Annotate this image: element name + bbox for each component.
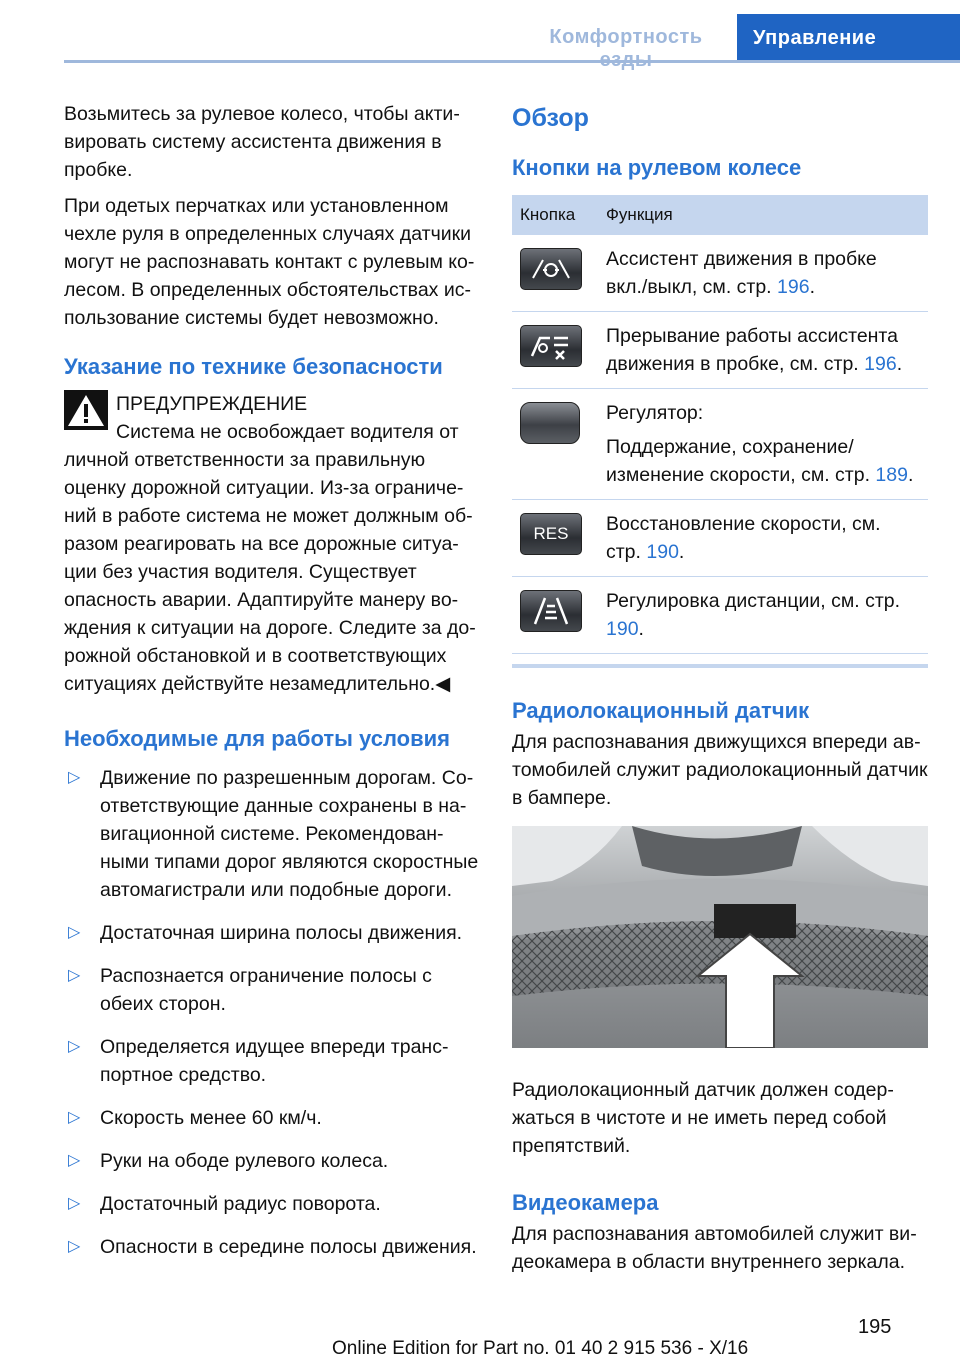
camera-text: Для распознавания автомобилей служит видеокамера в области внутреннего зеркала.	[512, 1223, 917, 1273]
warning-block	[64, 390, 480, 698]
table-bottom-bar	[512, 664, 928, 668]
overview-heading: Обзор	[512, 104, 589, 132]
conditions-list	[64, 764, 480, 1261]
warning-first-line: Система не освобождает водителя от	[116, 421, 459, 443]
bullet-triangle-icon: ▷	[68, 1238, 81, 1255]
page-number: 195	[858, 1316, 892, 1338]
warning-text: личной ответственности за правильную оценку дорожной ситуации. Из-за ограничений в работе система не может должным образом реагировать на все дорожные ситуации без участия водителя. Существует опасность аварии. Адаптируйте манеру вождения к ситуации на дороге. Следите за дорожной обстановкой и в соответствующих ситуациях действуйте незамедлительно.◀	[64, 449, 476, 695]
bullet-triangle-icon: ▷	[68, 1195, 81, 1212]
bullet-triangle-icon: ▷	[68, 1038, 81, 1055]
safety-heading: Указание по технике безопасности	[64, 354, 443, 379]
radar-heading: Радиолокационный датчик	[512, 698, 810, 723]
table-row: Регулировка дистанции, см. стр. 190.	[512, 577, 928, 654]
warning-triangle-icon	[64, 390, 108, 430]
column-header-function: Функция	[598, 195, 928, 235]
bullet-triangle-icon: ▷	[68, 924, 81, 941]
page-link[interactable]: 190	[646, 541, 679, 563]
list-item: ▷ Руки на ободе рулевого колеса.	[64, 1147, 480, 1175]
list-item: ▷ Достаточная ширина полосы движения.	[64, 919, 480, 947]
bullet-triangle-icon: ▷	[68, 769, 81, 786]
radar-text: Для распознавания движущихся впереди автомобилей служит радиолокационный датчик в бампере.	[512, 731, 928, 809]
header-chapter-tab: Управление	[737, 14, 960, 63]
edition-note: Online Edition for Part no. 01 40 2 915 536 - X/16	[332, 1338, 749, 1359]
right-column	[512, 100, 928, 1284]
list-item: ▷ Распознается ограничение полосы с обеих сторон.	[64, 962, 480, 1018]
conditions-heading: Необходимые для работы условия	[64, 726, 450, 751]
paragraph-gloves: При одетых перчатках или установленном чехле руля в определенных случаях датчики могут не распознавать контакт с рулевым колесом. В определенных обстоятельствах использование системы будет невозможно.	[64, 195, 475, 329]
table-row: Регулятор: Поддержание, сохранение/изменение скорости, см. стр. 189.	[512, 389, 928, 500]
warning-label: ПРЕДУПРЕЖДЕНИЕ	[116, 393, 308, 415]
regulator-label: Регулятор:	[606, 402, 704, 424]
column-header-button: Кнопка	[512, 195, 598, 235]
radar-note: Радиолокационный датчик должен содержаться в чистоте и не иметь перед собой препятствий.	[512, 1079, 894, 1157]
page-link[interactable]: 196	[777, 276, 810, 298]
header-section: Комфортность	[549, 26, 703, 48]
list-item: ▷ Достаточный радиус поворота.	[64, 1190, 480, 1218]
res-button-icon: RES	[520, 513, 582, 555]
left-column	[64, 100, 480, 1276]
list-item: ▷ Движение по разрешенным дорогам. Соответствующие данные сохранены в навигационной системе. Рекомендованными типами дорог являются скоростные автомагистрали или подобные дороги.	[64, 764, 480, 904]
traffic-jam-assist-button-icon	[520, 248, 582, 290]
list-item: ▷ Опасности в середине полосы движения.	[64, 1233, 480, 1261]
page-link[interactable]: 196	[864, 353, 897, 375]
distance-button-icon	[520, 590, 582, 632]
table-row: Ассистент движения в пробке вкл./выкл, см. стр. 196.	[512, 235, 928, 312]
page-header	[0, 0, 960, 62]
table-row: Прерывание работы ассистента движения в пробке, см. стр. 196.	[512, 312, 928, 389]
bullet-triangle-icon: ▷	[68, 967, 81, 984]
table-header-row	[512, 195, 928, 235]
page-link[interactable]: 189	[875, 464, 908, 486]
paragraph-activate: Возьмитесь за рулевое колесо, чтобы активировать систему ассистента движения в пробке.	[64, 103, 460, 181]
rocker-switch-icon	[520, 402, 580, 444]
camera-heading: Видеокамера	[512, 1190, 659, 1215]
list-item: ▷ Определяется идущее впереди транспортное средство.	[64, 1033, 480, 1089]
header-divider	[64, 60, 960, 63]
assist-interrupt-button-icon	[520, 325, 582, 367]
page-link[interactable]: 190	[606, 618, 639, 640]
table-row: RES Восстановление скорости, см. стр. 190.	[512, 500, 928, 577]
buttons-table	[512, 195, 928, 654]
radar-sensor-photo	[512, 826, 928, 1048]
buttons-heading: Кнопки на рулевом колесе	[512, 155, 802, 180]
bullet-triangle-icon: ▷	[68, 1109, 81, 1126]
list-item: ▷ Скорость менее 60 км/ч.	[64, 1104, 480, 1132]
bullet-triangle-icon: ▷	[68, 1152, 81, 1169]
